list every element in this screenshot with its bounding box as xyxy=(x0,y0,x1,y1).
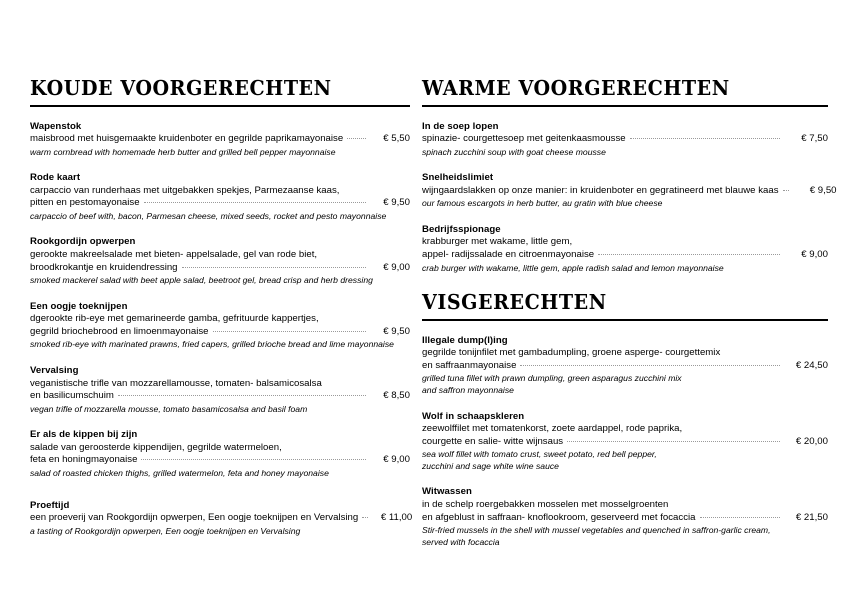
menu-item-translation: salad of roasted chicken thighs, grilled watermelon, feta and honey mayonaise xyxy=(30,468,329,479)
menu-item-translation: served with focaccia xyxy=(422,536,500,547)
menu-item-name: Wolf in schaapskleren xyxy=(422,410,525,422)
menu-item-description-line: broodkrokantje en kruidendressing xyxy=(30,261,178,273)
dotted-leader xyxy=(347,137,366,139)
dotted-leader xyxy=(213,330,366,332)
menu-item-price: € 21,50 xyxy=(795,511,828,523)
menu-item-price: € 8,50 xyxy=(383,390,410,402)
menu-item-price: € 7,50 xyxy=(801,133,828,145)
dotted-leader xyxy=(141,458,366,460)
menu-item-description-line: gegrilde tonijnfilet met gambadumpling, groene asperge- courgettemix xyxy=(422,347,721,359)
menu-section-warme-voorgerechten xyxy=(422,76,837,274)
menu-item xyxy=(422,485,828,548)
menu-item-description-line: krabburger met wakame, little gem, xyxy=(422,236,573,248)
dotted-leader xyxy=(144,201,366,203)
menu-item-price-row xyxy=(30,197,410,210)
menu-item-name: Witwassen xyxy=(422,486,472,498)
menu-item-description xyxy=(30,133,410,146)
menu-item xyxy=(422,171,837,210)
section-title: VISGERECHTEN xyxy=(422,290,607,315)
menu-column-left xyxy=(0,78,416,537)
menu-item-price: € 9,00 xyxy=(383,454,410,466)
menu-section-visgerechten xyxy=(422,292,828,548)
menu-item-description-line: pitten en pestomayonaise xyxy=(30,197,140,209)
section-divider xyxy=(30,105,410,107)
menu-item-translation: zucchini and sage white wine sauce xyxy=(422,460,559,471)
menu-item-description xyxy=(422,423,828,448)
menu-item-translation: spinach zucchini soup with goat cheese mousse xyxy=(422,146,606,157)
menu-item xyxy=(422,334,828,397)
dotted-leader xyxy=(182,266,366,268)
menu-item-description-line: spinazie- courgettesoep met geitenkaasmousse xyxy=(422,133,626,145)
menu-item xyxy=(422,223,828,274)
menu-item-price: € 9,50 xyxy=(809,184,837,196)
menu-item xyxy=(30,428,410,479)
menu-item-description-line: en saffraanmayonaise xyxy=(422,359,517,371)
menu-item-description xyxy=(30,378,410,403)
menu-item-description-line: en afgeblust in saffraan- knoflookroom, geserveerd met focaccia xyxy=(422,511,696,523)
menu-item-translation: our famous escargots in herb butter, au gratin with blue cheese xyxy=(422,198,663,209)
section-title: WARME VOORGERECHTEN xyxy=(422,76,730,100)
menu-item-translation: sea wolf fillet with tomato crust, sweet potato, red bell pepper, xyxy=(422,449,657,460)
menu-item-description-line: courgette en salie- witte wijnsaus xyxy=(422,435,564,447)
menu-item-translation: Stir-fried mussels in the shell with mussel vegetables and quenched in saffron-garlic cream, xyxy=(422,525,771,536)
menu-item-price: € 24,50 xyxy=(795,359,828,371)
menu-item-translation: crab burger with wakame, little gem, apple radish salad and lemon mayonnaise xyxy=(422,262,724,273)
menu-item xyxy=(30,300,410,351)
menu-item-price: € 9,50 xyxy=(383,197,410,209)
menu-item-translation: warm cornbread with homemade herb butter and grilled bell pepper mayonnaise xyxy=(30,146,336,157)
menu-item-price: € 11,00 xyxy=(380,512,413,524)
menu-item-price: € 9,00 xyxy=(801,248,828,260)
menu-item-description-line: in de schelp roergebakken mosselen met mosselgroenten xyxy=(422,498,669,510)
menu-item-price-row xyxy=(30,454,410,467)
menu-item-description-line: feta en honingmayonaise xyxy=(30,454,138,466)
menu-item xyxy=(30,364,410,415)
menu-item-description xyxy=(422,347,828,372)
menu-item-description xyxy=(30,442,410,467)
menu-item-description xyxy=(422,184,837,198)
dotted-leader xyxy=(362,516,368,518)
menu-column-right xyxy=(416,78,842,548)
menu-item-price-row xyxy=(30,262,410,275)
menu-columns xyxy=(0,78,842,548)
menu-item-translation: vegan trifle of mozzarella mousse, tomato basamicosalsa and basil foam xyxy=(30,403,308,414)
dotted-leader xyxy=(118,394,366,396)
menu-item-description-line: zeewolffilet met tomatenkorst, zoete aardappel, rode paprika, xyxy=(422,423,683,435)
menu-item-price-row xyxy=(30,390,410,403)
menu-item xyxy=(422,120,828,159)
menu-item-price: € 20,00 xyxy=(795,435,828,447)
menu-item-translation: grilled tuna fillet with prawn dumpling, green asparagus zucchini mix xyxy=(422,373,682,384)
menu-item-description xyxy=(30,512,413,525)
menu-item-description-line: salade van geroosterde kippendijen, gegrilde watermeloen, xyxy=(30,441,282,453)
menu-item xyxy=(30,120,410,159)
menu-item-price-row xyxy=(422,512,828,525)
dotted-leader xyxy=(520,364,780,366)
menu-item-name: Illegale dump(l)ing xyxy=(422,334,508,346)
menu-item-name: Snelheidslimiet xyxy=(422,172,494,184)
menu-item-translation: smoked mackerel salad with beet apple salad, beetroot gel, bread crisp and herb dressing xyxy=(30,275,373,286)
menu-item-price-row xyxy=(30,512,413,525)
menu-item-name: Proeftijd xyxy=(30,499,70,511)
menu-item-translation: a tasting of Rookgordijn opwerpen, Een oogje toeknijpen en Vervalsing xyxy=(30,525,301,536)
menu-item-description-line: gegrild briochebrood en limoenmayonaise xyxy=(30,325,209,337)
menu-item-price-row xyxy=(422,184,837,198)
menu-item-name: Rode kaart xyxy=(30,172,81,184)
menu-item-description xyxy=(422,133,828,146)
menu-item-description xyxy=(30,249,410,274)
dotted-leader xyxy=(783,189,789,191)
menu-item-description-line: dgerookte rib-eye met gemarineerde gamba, gefrituurde kappertjes, xyxy=(30,313,319,325)
dotted-leader xyxy=(630,137,780,139)
menu-item-translation: and saffron mayonnaise xyxy=(422,384,514,395)
menu-item-description-line: en basilicumschuim xyxy=(30,390,114,402)
menu-item-name: Er als de kippen bij zijn xyxy=(30,429,138,441)
menu-item-description xyxy=(422,236,828,261)
menu-item-name: Vervalsing xyxy=(30,365,79,377)
dotted-leader xyxy=(598,253,780,255)
menu-item-name: Wapenstok xyxy=(30,120,82,132)
menu-item-name: Rookgordijn opwerpen xyxy=(30,236,136,248)
menu-item-description-line: appel- radijssalade en citroenmayonaise xyxy=(422,248,595,260)
dotted-leader xyxy=(700,516,781,518)
menu-item-price-row xyxy=(30,326,410,339)
menu-item-description-line: carpaccio van runderhaas met uitgebakken spekjes, Parmezaanse kaas, xyxy=(30,184,340,196)
menu-item-name: In de soep lopen xyxy=(422,120,499,132)
menu-item xyxy=(30,499,413,538)
menu-item-price-row xyxy=(422,133,828,146)
menu-item xyxy=(30,171,410,222)
menu-item-description-line: veganistische trifle van mozzarellamousse, tomaten- balsamicosalsa xyxy=(30,377,322,389)
menu-item xyxy=(30,235,410,286)
menu-item-price: € 5,50 xyxy=(383,133,410,145)
menu-item-price-row xyxy=(422,436,828,449)
menu-item-description xyxy=(30,185,410,210)
menu-item-description xyxy=(422,499,828,524)
menu-item-description-line: maisbrood met huisgemaakte kruidenboter en gegrilde paprikamayonaise xyxy=(30,133,344,145)
menu-item-price-row xyxy=(422,249,828,262)
menu-item-translation: smoked rib-eye with marinated prawns, fried capers, grilled brioche bread and lime mayonnaise xyxy=(30,339,394,350)
menu-item-description-line: wijngaardslakken op onze manier: in kruidenboter en gegratineerd met blauwe kaas xyxy=(422,184,779,196)
section-divider xyxy=(422,105,828,107)
menu-item-description-line: een proeverij van Rookgordijn opwerpen, Een oogje toeknijpen en Vervalsing xyxy=(30,512,359,524)
menu-item-price-row xyxy=(30,133,410,146)
section-divider xyxy=(422,319,828,321)
menu-item-price: € 9,50 xyxy=(383,325,410,337)
menu-item xyxy=(422,410,828,473)
dotted-leader xyxy=(567,440,780,442)
menu-item-description-line: gerookte makreelsalade met bieten- appelsalade, gel van rode biet, xyxy=(30,248,318,260)
menu-item-translation: carpaccio of beef with, bacon, Parmesan cheese, mixed seeds, rocket and pesto mayonnaise xyxy=(30,210,387,221)
menu-item-price-row xyxy=(422,360,828,373)
menu-item-name: Bedrijfsspionage xyxy=(422,223,501,235)
menu-section-koude-voorgerechten xyxy=(30,76,413,537)
menu-item-description xyxy=(30,313,410,338)
menu-item-price: € 9,00 xyxy=(383,261,410,273)
section-title: KOUDE VOORGERECHTEN xyxy=(30,76,332,100)
menu-item-name: Een oogje toeknijpen xyxy=(30,300,128,312)
